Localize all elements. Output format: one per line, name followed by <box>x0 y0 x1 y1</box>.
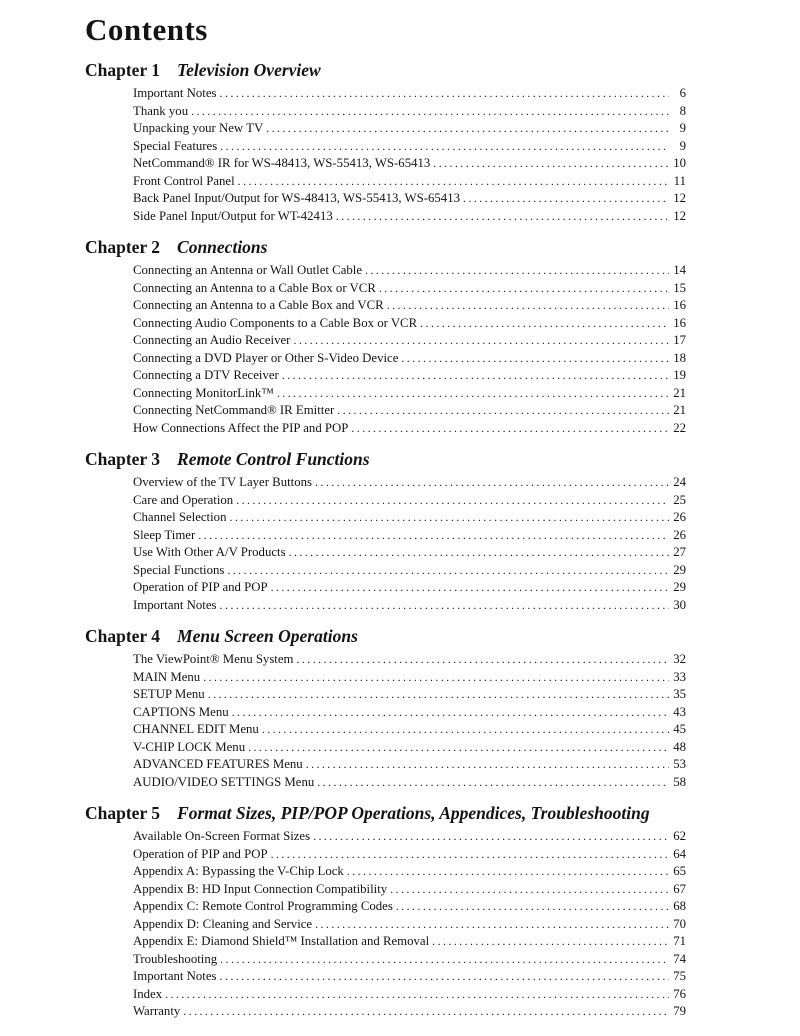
chapter-section <box>85 59 686 225</box>
entry-page-number: 15 <box>673 280 686 295</box>
entry-page-number: 62 <box>673 829 686 843</box>
chapter-label: Chapter 2 <box>85 237 161 257</box>
dot-leader <box>271 846 669 864</box>
entry-title: Operation of PIP and POP <box>133 580 268 594</box>
toc-entry <box>85 190 686 208</box>
chapter-title: Remote Control Functions <box>177 449 370 469</box>
dot-leader <box>229 509 669 527</box>
entry-title: V-CHIP LOCK Menu <box>133 739 246 754</box>
toc-entry <box>85 968 686 986</box>
toc-entry <box>85 651 686 669</box>
toc-entry <box>85 828 686 846</box>
entry-page-number: 53 <box>673 757 686 771</box>
entry-page-number: 16 <box>673 298 686 312</box>
dot-leader <box>203 669 669 687</box>
toc-entry <box>85 881 686 899</box>
entry-page-number: 12 <box>673 191 686 205</box>
dot-leader <box>232 704 669 722</box>
dot-leader <box>191 103 669 121</box>
page-title: Contents <box>85 12 208 47</box>
dot-leader <box>208 686 669 704</box>
toc-entry <box>85 721 686 739</box>
entry-page-number: 58 <box>673 774 686 789</box>
toc-entry <box>85 332 686 350</box>
entry-page-number: 75 <box>673 969 686 983</box>
dot-leader <box>463 190 669 208</box>
entry-title: Connecting Audio Components to a Cable Box or VCR <box>133 315 418 330</box>
entry-page-number: 25 <box>673 492 686 507</box>
entry-page-number: 24 <box>673 475 686 489</box>
dot-leader <box>220 968 669 986</box>
entry-title: Channel Selection <box>133 510 227 524</box>
entry-page-number: 29 <box>673 562 686 577</box>
dot-leader <box>227 562 669 580</box>
entry-page-number: 18 <box>673 350 686 365</box>
entry-title: AUDIO/VIDEO SETTINGS Menu <box>133 774 315 789</box>
toc-entry <box>85 474 686 492</box>
dot-leader <box>236 492 669 510</box>
entry-page-number: 19 <box>673 368 686 382</box>
toc-entry <box>85 597 686 615</box>
chapter-entries <box>85 474 686 614</box>
entry-page-number: 79 <box>673 1004 686 1018</box>
toc-entry <box>85 155 686 173</box>
entry-title: Connecting an Antenna to a Cable Box or VCR <box>133 280 376 295</box>
entry-title: Important Notes <box>133 969 217 983</box>
dot-leader <box>266 120 669 138</box>
toc-entry <box>85 138 686 156</box>
entry-title: Important Notes <box>133 597 217 612</box>
toc-entry <box>85 350 686 368</box>
entry-title: Connecting a DVD Player or Other S-Video Device <box>133 350 399 365</box>
toc-entry <box>85 402 686 420</box>
dot-leader <box>313 828 669 846</box>
entry-title: CHANNEL EDIT Menu <box>133 722 259 736</box>
toc-entry <box>85 208 686 226</box>
toc-entry <box>85 509 686 527</box>
chapter-title: Connections <box>177 237 268 257</box>
entry-page-number: 14 <box>673 263 686 277</box>
toc-entry <box>85 579 686 597</box>
entry-title: Connecting a DTV Receiver <box>133 368 279 382</box>
entry-title: Care and Operation <box>133 492 234 507</box>
entry-page-number: 21 <box>673 385 686 400</box>
entry-page-number: 6 <box>679 86 686 100</box>
entry-title: The ViewPoint® Menu System <box>133 652 294 666</box>
entry-title: Operation of PIP and POP <box>133 846 268 861</box>
dot-leader <box>289 544 669 562</box>
entry-title: NetCommand® IR for WS-48413, WS-55413, WS-65413 <box>133 156 431 170</box>
dot-leader <box>336 208 669 226</box>
entry-page-number: 10 <box>673 156 686 170</box>
chapter-section <box>85 802 686 1021</box>
dot-leader <box>198 527 669 545</box>
dot-leader <box>337 402 669 420</box>
toc-entry <box>85 846 686 864</box>
chapter-heading <box>85 236 686 258</box>
dot-leader <box>220 138 669 156</box>
chapter-entries <box>85 262 686 437</box>
toc-entry <box>85 492 686 510</box>
entry-title: Thank you <box>133 103 189 118</box>
dot-leader <box>433 155 669 173</box>
dot-leader <box>220 85 669 103</box>
dot-leader <box>315 474 669 492</box>
toc-entry <box>85 739 686 757</box>
entry-title: Special Features <box>133 138 218 153</box>
chapter-entries <box>85 651 686 791</box>
chapter-title: Menu Screen Operations <box>177 626 358 646</box>
toc-entry <box>85 120 686 138</box>
toc-entry <box>85 863 686 881</box>
entry-page-number: 26 <box>673 527 686 542</box>
entry-page-number: 8 <box>679 103 686 118</box>
dot-leader <box>315 916 669 934</box>
toc-entry <box>85 385 686 403</box>
chapter-heading <box>85 625 686 647</box>
entry-page-number: 68 <box>673 899 686 913</box>
entry-title: Connecting NetCommand® IR Emitter <box>133 403 335 417</box>
dot-leader <box>432 933 669 951</box>
entry-title: Front Control Panel <box>133 173 235 188</box>
dot-leader <box>347 863 669 881</box>
entry-page-number: 26 <box>673 510 686 524</box>
toc-entry <box>85 916 686 934</box>
entry-page-number: 9 <box>679 121 686 135</box>
chapter-heading <box>85 59 686 81</box>
entry-title: Warranty <box>133 1004 181 1018</box>
entry-title: Important Notes <box>133 86 217 100</box>
entry-title: Special Functions <box>133 562 225 577</box>
entry-page-number: 17 <box>673 333 686 347</box>
entry-page-number: 48 <box>673 739 686 754</box>
entry-title: Connecting an Audio Receiver <box>133 333 291 347</box>
dot-leader <box>293 332 669 350</box>
entry-title: Connecting an Antenna to a Cable Box and VCR <box>133 298 384 312</box>
entry-title: Appendix E: Diamond Shield™ Installation and Removal <box>133 934 430 948</box>
entry-page-number: 33 <box>673 669 686 684</box>
toc-entry <box>85 986 686 1004</box>
toc-entry <box>85 562 686 580</box>
toc-entry <box>85 686 686 704</box>
dot-leader <box>248 739 669 757</box>
chapter-section <box>85 236 686 437</box>
dot-leader <box>379 280 669 298</box>
dot-leader <box>420 315 669 333</box>
entry-title: MAIN Menu <box>133 669 201 684</box>
entry-page-number: 12 <box>673 208 686 223</box>
chapter-entries <box>85 828 686 1021</box>
entry-title: Index <box>133 986 163 1001</box>
dot-leader <box>183 1003 669 1021</box>
entry-page-number: 35 <box>673 687 686 701</box>
toc-entry <box>85 103 686 121</box>
chapter-heading <box>85 448 686 470</box>
entry-page-number: 16 <box>673 315 686 330</box>
entry-page-number: 11 <box>673 173 686 188</box>
chapter-label: Chapter 5 <box>85 803 161 823</box>
chapter-label: Chapter 1 <box>85 60 161 80</box>
entry-page-number: 21 <box>673 403 686 417</box>
table-of-contents <box>85 59 686 1021</box>
entry-title: Available On-Screen Format Sizes <box>133 829 311 843</box>
entry-page-number: 45 <box>673 722 686 736</box>
toc-entry <box>85 774 686 792</box>
entry-page-number: 22 <box>673 420 686 435</box>
entry-title: Use With Other A/V Products <box>133 545 286 559</box>
chapter-title: Format Sizes, PIP/POP Operations, Appendices, Troubleshooting <box>177 803 650 823</box>
dot-leader <box>277 385 669 403</box>
toc-entry <box>85 367 686 385</box>
toc-entry <box>85 262 686 280</box>
entry-title: How Connections Affect the PIP and POP <box>133 420 349 435</box>
entry-title: Troubleshooting <box>133 951 218 966</box>
toc-entry <box>85 756 686 774</box>
entry-page-number: 43 <box>673 704 686 719</box>
toc-entry <box>85 420 686 438</box>
toc-entry <box>85 527 686 545</box>
chapter-label: Chapter 3 <box>85 449 161 469</box>
entry-title: Appendix D: Cleaning and Service <box>133 916 313 931</box>
toc-entry <box>85 933 686 951</box>
toc-entry <box>85 669 686 687</box>
chapter-section <box>85 625 686 791</box>
toc-entry <box>85 173 686 191</box>
dot-leader <box>387 297 669 315</box>
toc-entry <box>85 297 686 315</box>
entry-page-number: 74 <box>673 951 686 966</box>
entry-page-number: 70 <box>673 916 686 931</box>
entry-page-number: 64 <box>673 846 686 861</box>
toc-entry <box>85 951 686 969</box>
dot-leader <box>262 721 669 739</box>
dot-leader <box>306 756 669 774</box>
entry-title: ADVANCED FEATURES Menu <box>133 757 303 771</box>
toc-entry <box>85 85 686 103</box>
dot-leader <box>317 774 669 792</box>
dot-leader <box>238 173 669 191</box>
dot-leader <box>390 881 669 899</box>
entry-page-number: 9 <box>679 138 686 153</box>
dot-leader <box>351 420 669 438</box>
entry-title: Back Panel Input/Output for WS-48413, WS-55413, WS-65413 <box>133 191 461 205</box>
toc-entry <box>85 544 686 562</box>
entry-title: Connecting an Antenna or Wall Outlet Cable <box>133 263 363 277</box>
entry-title: Appendix C: Remote Control Programming Codes <box>133 899 393 913</box>
entry-title: Sleep Timer <box>133 527 196 542</box>
entry-page-number: 65 <box>673 864 686 878</box>
dot-leader <box>165 986 669 1004</box>
toc-entry <box>85 315 686 333</box>
entry-title: CAPTIONS Menu <box>133 704 229 719</box>
dot-leader <box>271 579 669 597</box>
toc-entry <box>85 1003 686 1021</box>
dot-leader <box>365 262 669 280</box>
entry-title: SETUP Menu <box>133 687 205 701</box>
entry-title: Overview of the TV Layer Buttons <box>133 475 313 489</box>
chapter-heading <box>85 802 686 824</box>
dot-leader <box>401 350 669 368</box>
toc-entry <box>85 704 686 722</box>
chapter-section <box>85 448 686 614</box>
chapter-label: Chapter 4 <box>85 626 161 646</box>
entry-page-number: 29 <box>673 580 686 594</box>
entry-title: Side Panel Input/Output for WT-42413 <box>133 208 333 223</box>
toc-entry <box>85 898 686 916</box>
entry-page-number: 27 <box>673 545 686 559</box>
entry-page-number: 67 <box>673 881 686 896</box>
entry-page-number: 76 <box>673 986 686 1001</box>
dot-leader <box>220 951 669 969</box>
dot-leader <box>282 367 669 385</box>
chapter-entries <box>85 85 686 225</box>
entry-page-number: 32 <box>673 652 686 666</box>
entry-title: Appendix A: Bypassing the V-Chip Lock <box>133 864 344 878</box>
entry-page-number: 71 <box>673 934 686 948</box>
entry-title: Appendix B: HD Input Connection Compatibility <box>133 881 388 896</box>
dot-leader <box>220 597 669 615</box>
toc-entry <box>85 280 686 298</box>
dot-leader <box>396 898 669 916</box>
entry-title: Unpacking your New TV <box>133 121 264 135</box>
entry-title: Connecting MonitorLink™ <box>133 385 274 400</box>
chapter-title: Television Overview <box>177 60 321 80</box>
entry-page-number: 30 <box>673 597 686 612</box>
dot-leader <box>297 651 670 669</box>
